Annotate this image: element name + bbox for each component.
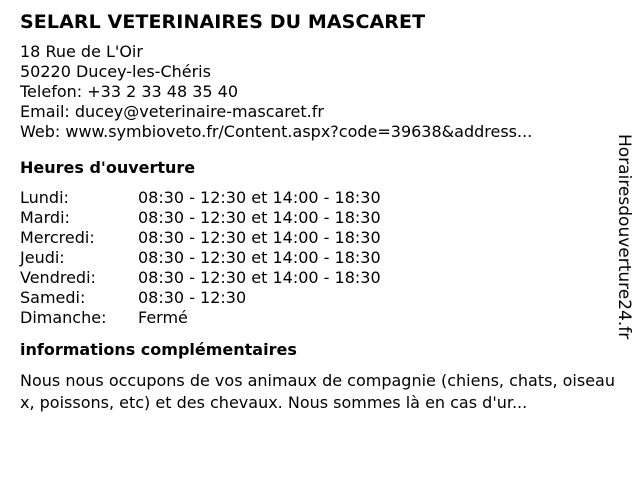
day-label: Dimanche: bbox=[20, 308, 107, 327]
city-postcode: 50220 Ducey-les-Chéris bbox=[20, 62, 211, 81]
phone-number: Telefon: +33 2 33 48 35 40 bbox=[20, 82, 239, 101]
hours-row-sunday bbox=[20, 308, 616, 328]
contact-block bbox=[20, 42, 616, 142]
info-heading: informations complémentaires bbox=[20, 340, 297, 359]
hours-heading: Heures d'ouverture bbox=[20, 158, 196, 177]
day-label: Vendredi: bbox=[20, 268, 96, 287]
business-card bbox=[20, 10, 616, 414]
day-label: Mardi: bbox=[20, 208, 70, 227]
email-address: Email: ducey@veterinaire-mascaret.fr bbox=[20, 102, 324, 121]
website-url: Web: www.symbioveto.fr/Content.aspx?code=39638&address... bbox=[20, 122, 533, 141]
hours-row-monday bbox=[20, 188, 616, 208]
street-address: 18 Rue de L'Oir bbox=[20, 42, 143, 61]
watermark-text: Horairesdouverture24.fr bbox=[614, 134, 634, 340]
hours-table bbox=[20, 188, 616, 328]
business-name: SELARL VETERINAIRES DU MASCARET bbox=[20, 11, 426, 33]
time-value: Fermé bbox=[138, 308, 188, 327]
day-label: Lundi: bbox=[20, 188, 69, 207]
hours-row-wednesday bbox=[20, 228, 616, 248]
hours-row-friday bbox=[20, 268, 616, 288]
time-value: 08:30 - 12:30 et 14:00 - 18:30 bbox=[138, 268, 381, 287]
time-value: 08:30 - 12:30 et 14:00 - 18:30 bbox=[138, 188, 381, 207]
time-value: 08:30 - 12:30 et 14:00 - 18:30 bbox=[138, 208, 381, 227]
time-value: 08:30 - 12:30 bbox=[138, 288, 247, 307]
day-label: Samedi: bbox=[20, 288, 86, 307]
hours-row-thursday bbox=[20, 248, 616, 268]
info-description: Nous nous occupons de vos animaux de compagnie (chiens, chats, oiseaux, poissons, etc) et des chevaux. Nous sommes là en cas d'ur... bbox=[20, 371, 615, 412]
day-label: Jeudi: bbox=[20, 248, 65, 267]
time-value: 08:30 - 12:30 et 14:00 - 18:30 bbox=[138, 248, 381, 267]
time-value: 08:30 - 12:30 et 14:00 - 18:30 bbox=[138, 228, 381, 247]
hours-row-saturday bbox=[20, 288, 616, 308]
day-label: Mercredi: bbox=[20, 228, 95, 247]
hours-row-tuesday bbox=[20, 208, 616, 228]
